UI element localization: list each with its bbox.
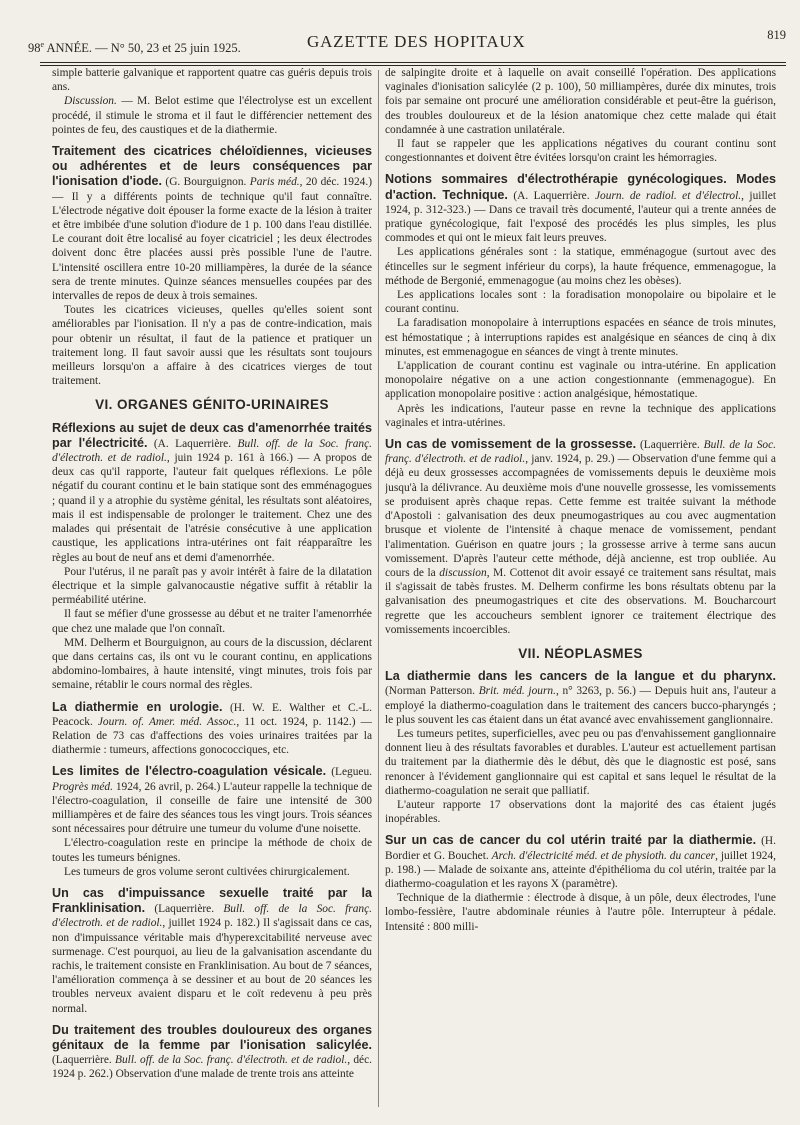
article-ref-date: , déc. 1924 p. 262.): [52, 1054, 372, 1081]
article-gynecologie: [385, 172, 776, 430]
article-ref: (A. Laquerrière.: [507, 189, 595, 202]
article-ref: (H. Bordier et G. Bouchet.: [385, 835, 776, 862]
issue-number: 98: [28, 41, 41, 56]
right-column: [385, 66, 776, 1111]
article-ref: (Laquerrière.: [52, 1054, 115, 1067]
article-cheloid: [52, 144, 372, 388]
paragraph: L'électro-coagulation reste en principe la méthode de choix de toutes les tumeurs bénignes.: [52, 837, 372, 864]
page-header: [22, 26, 786, 56]
article-urologie: [52, 700, 372, 758]
article-ref-journal: Progrès méd.: [52, 780, 113, 793]
article-title: Sur un cas de cancer du col utérin traité par la diathermie.: [385, 833, 757, 848]
article-ref: (A. Laquerrière.: [147, 437, 238, 450]
paragraph: Pour l'utérus, il ne paraît pas y avoir intérêt à faire de la dilatation électrique et la simple galvanocaustie négative suffit à rétablir la perméabilité utérine.: [52, 565, 372, 607]
article-title: La diathermie en urologie.: [52, 699, 223, 714]
article-vomissement: [385, 437, 776, 637]
article-body: — Relation de 73 cas d'affections des voies urinaires traitées par la diathermie : tumeurs, affections gonococciques, etc.: [52, 715, 372, 757]
paragraph: Technique de la diathermie : électrode à disque, à un pôle, deux électrodes, l'une lombo-fessière, l'autre abdominale réunies à l'autre pôle. Interrupteur à pédale. Intensité : 800 milli-: [385, 892, 776, 933]
article-body: — Dans ce travail très documenté, l'auteur qui a trente années de pratique gynécologique, fait l'exposé des procédés les plus simples, les plus commodes et qui ont le mieux fait leurs preuves.: [385, 203, 776, 245]
article-langue-pharynx: [385, 669, 776, 826]
article-ref: (Norman Patterson.: [385, 685, 479, 698]
section-heading-7: VII. NÉOPLASMES: [518, 645, 643, 661]
article-body: — Malade de soixante ans, atteinte d'épithélioma du col utérin, traitée par la diathermo-coagulation et les rayons X (paramètre).: [385, 863, 776, 890]
section-heading-6: VI. ORGANES GÉNITO-URINAIRES: [95, 397, 329, 413]
paragraph: Les applications générales sont : la statique, emménagogue (surtout avec des étincelles sur le segment inférieur du corps), la haute fréquence, emmenagogue, la méthode de Bergonié, emmenagogue (au moins chez les obèses).: [385, 246, 776, 287]
paragraph: MM. Delherm et Bourguignon, au cours de la discussion, déclarent que dans certains cas, ils ont vu le courant continu, en applications abdomino-lombaires, à haute intensité, vingt minutes, trois fois par semaine, rétablir le cours normal des règles.: [52, 636, 372, 692]
issue-sup: e: [40, 40, 45, 49]
paragraph: Les tumeurs de gros volume seront cultivées chirurgicalement.: [64, 865, 350, 878]
issue-line: [28, 40, 241, 56]
article-ref-date: , 20 déc. 1924.): [299, 176, 372, 189]
article-ref: (Laquerrière.: [636, 439, 704, 452]
discussion-word: discussion: [439, 566, 487, 579]
article-body-cont: , M. Cottenot dit avoir essayé ce traitement sans résultat, mais il s'agissait de tabès frustes. M. Delherm confirme les bons résultats obtenu par la galvanisation des pneumogastriques et cite des observations. M. Boucharcourt regrette que les accoucheurs semblent ignorer ce traitement électrique des vomissements incoercibles.: [385, 566, 776, 636]
paragraph: Toutes les cicatrices vicieuses, quelles qu'elles soient sont améliorables par l'ionisation. Il n'y a pas de contre-indication, mais pour obtenir un résultat, il faut de la patience et pratiquer un traitement long. Il faut savoir aussi que les résultats sont toujours meilleurs lorsqu'on a affaire à des cicatrices vierges de tout traitement.: [52, 304, 372, 388]
article-title: Les limites de l'électro-coagulation vésicale.: [52, 764, 327, 779]
paragraph: simple batterie galvanique et rapportent quatre cas guéris depuis trois ans.: [52, 67, 372, 94]
article-col-uterin: [385, 833, 776, 933]
article-body: — Depuis huit ans, l'auteur a employé la diathermo-coagulation dans le traitement des cancers bucco-pharyngés ; le plus souvent les cas étaient dans un état avancé avec envahissement ganglionnaire.: [385, 685, 776, 726]
article-ref: (Legueu.: [326, 766, 372, 779]
column-divider: [378, 70, 379, 1107]
article-ref-journal: Journ. of. Amer. méd. Assoc.: [97, 715, 237, 728]
article-ref-journal: Bull. off. de la Soc. franç. d'électroth. et de radiol.: [52, 903, 372, 930]
article-ref-journal: Paris méd.: [249, 176, 300, 189]
article-coagulation: [52, 764, 372, 879]
paragraph: Les applications locales sont : la foradisation monopolaire ou bipolaire et le courant continu.: [385, 289, 776, 316]
page-number: 819: [767, 28, 786, 42]
article-title: Un cas de vomissement de la grossesse.: [385, 437, 637, 452]
article-title: Traitement des cicatrices chéloïdiennes, vicieuses ou adhérentes et de leurs conséquences par l'ionisation d'iode.: [52, 144, 372, 189]
article-body: — Il y a différents points de technique qu'il faut connaître. L'électrode négative doit épouser la forme exacte de la lésion à traiter et être imbibée d'une solution d'iodure de 1 p. 100 dans l'eau distillée. Le courant doit être localisé au foyer cicatriciel ; les deux électrodes doivent donc être placées aussi près possible l'une de l'autre. L'intensité oscillera entre 10-20 milliampères, la durée de la séance sera de trente minutes. Quinze séances mensuelles coupées par des intervalles de repos de deux à trois semaines.: [52, 190, 372, 303]
article-ref-date: , juillet 1924 p. 182.): [162, 917, 260, 930]
article-impuissance: [52, 886, 372, 1016]
paragraph: Les tumeurs petites, superficielles, avec peu ou pas d'envahissement ganglionnaire donnent lieu à des résultats favorables et durables. L'auteur est actuellement partisan du traitement par la diathermie dès le début, dès que le diagnostic est posé, sans renoncer à l'évidement ganglionnaire qui est capital et sans lequel le résultat de la diathermo-coagulation ne serait que palliatif.: [385, 727, 776, 797]
article-ref-journal: Arch. d'électricité méd. et de physioth. du cancer: [491, 849, 716, 862]
article-body: — Observation d'une femme qui a déjà eu deux grossesses accompagnées de vomissements depuis le deuxième mois jusqu'à la délivrance. Au deuxième mois d'une nouvelle grossesse, les vomissements se produisent après chaque repas. Cette femme est traitée suivant la méthode d'Apostoli : galvanisation des deux pneumogastriques au cou avec augmentation brusque et violente de l'intensité à chaque menace de vomissement, pendant l'alimentation. Guérison en quatre jours ; la grossesse arrive à terme sans aucun vomissement. D'après l'auteur cette méthode, déjà ancienne, est trop oubliée. Au cours de la: [385, 453, 776, 579]
paragraph: L'application de courant continu est vaginale ou intra-utérine. En application monopolaire négative on a une action congestionnante (emmenagogue). En application monopolaire positive : action analgésique, hémostatique.: [385, 360, 776, 401]
article-ref-date: , juillet 1924, p. 312-323.): [385, 189, 776, 216]
paragraph: Il faut se méfier d'une grossesse au début et ne traiter l'amenorrhée que chez une malade que l'on connaît.: [52, 608, 372, 635]
article-ref-journal: Journ. de radiol. et d'électrol.: [595, 189, 742, 202]
article-body: Observation d'une malade de trente trois ans atteinte: [112, 1068, 354, 1081]
header-rule-top: [40, 62, 786, 63]
article-ref-date: , janv. 1924, p. 29.): [525, 453, 615, 466]
article-body: L'auteur rappelle la technique de l'électro-coagulation, il conseille de faire une intensité de 300 milliampères et de faire des séances tous les vingt jours. Trois séances sont nécessaires pour détruire une tumeur du volume d'une noisette.: [52, 780, 372, 836]
paragraph: La faradisation monopolaire à interruptions espacées en séance de trois minutes, est hémostatique ; à interruptions rapides est analgésique en séances de cinq à dix minutes, est emmenagogue en séances de vingt à trente minutes.: [385, 317, 776, 358]
article-ref-journal: Bull. off. de la Soc. franç. d'électroth. et de radiol.: [115, 1054, 348, 1067]
article-title: La diathermie dans les cancers de la langue et du pharynx.: [385, 669, 776, 684]
paragraph: Après les indications, l'auteur passe en revne la technique des applications vaginales et intra-utérines.: [385, 402, 776, 429]
journal-title: GAZETTE DES HOPITAUX: [307, 32, 526, 51]
article-title: Réflexions au sujet de deux cas d'amenorrhée traités par l'électricité.: [52, 420, 372, 450]
paragraph: de salpingite droite et à laquelle on avait conseillé l'opération. Des applications vaginales d'ionisation salicylée (2 p. 100), 50 milliampères, durée dix minutes, trois fois par semaine ont procuré une amélioration considérable et peut-être la guérison, des troubles douloureux et de la lésion anatomique chez cette malade qui était condamnée à une castration unilatérale.: [385, 67, 776, 136]
article-amenorrhee: [52, 421, 372, 693]
article-body: — A propos de deux cas qu'il rapporte, l'auteur fait quelques réflexions. Le pôle négatif du courant continu et le bain statique sont des emménagogues ; quand il y a atrophie du système génital, les résultats sont aléatoires, mais il est indispensable de prolonger le traitement. Chez une des malades qui présentait de l'atrésie consécutive à une application caustique, les applications intra-utérines ont fait réapparaître les règles au bout de neuf ans et demi d'amenorrhée.: [52, 452, 372, 564]
paragraph: [52, 94, 372, 137]
paragraph: Il faut se rappeler que les applications négatives du courant continu sont congestionnantes et doivent être évitées lorsqu'on craint les hémorragies.: [385, 138, 776, 165]
article-ref: (Laquerrière.: [145, 903, 224, 916]
article-ref-date: , 11 oct. 1924, p. 1142.): [236, 715, 356, 728]
article-ref-journal: Bull. off. de la Soc. franç. d'électroth. et de radiol.: [52, 437, 372, 465]
article-body: Il s'agissait dans ce cas, non d'impuissance véritable mais d'hyperexcitabilité nerveuse avec surmenage. C'est pourquoi, au lieu de la galvanisation ascendante du rachis, le traitement consiste en Franklinisation. Au bout de 7 séances, l'amélioration commença à se dessiner et au bout de 20 séances les troubles nerveux avaient disparu et le coït redevenu à peu près normal.: [52, 917, 372, 1015]
left-column: [52, 66, 372, 1111]
article-ref: (H. W. E. Walther et C.-L. Peacock.: [52, 701, 372, 728]
article-ref-date: 1924, 26 avril, p. 264.): [112, 780, 221, 793]
article-ref-date: , juin 1924 p. 161 à 166.): [166, 452, 293, 465]
article-ref-date: , n° 3263, p. 56.): [555, 685, 636, 698]
issue-date: ANNÉE. — N° 50, 23 et 25 juin 1925.: [44, 41, 241, 56]
article-ref-journal: Brit. méd. journ.: [478, 685, 556, 698]
article-ionisation-salicylee: [52, 1023, 372, 1082]
article-title: Du traitement des troubles douloureux des organes génitaux de la femme par l'ionisation salicylée.: [52, 1022, 372, 1052]
article-ref: (G. Bourguignon.: [162, 176, 250, 189]
paragraph-text: — M. Belot estime que l'électrolyse est un excellent procédé, il stimule le stroma et il faut le différencier nettement des pointes de feu, des caustiques et de la diathermie.: [52, 95, 372, 136]
article-ref-journal: Bull. de la Soc. franç. d'électroth. et de radiol.: [385, 439, 776, 466]
discussion-label: Discussion.: [64, 95, 117, 108]
article-ref-date: , juillet 1924, p. 198.): [385, 849, 776, 876]
paragraph: L'auteur rapporte 17 observations dont la majorité des cas étaient jugés inopérables.: [385, 798, 776, 826]
article-title: Notions sommaires d'électrothérapie gynécologiques. Modes d'action. Technique.: [385, 172, 776, 202]
article-title: Un cas d'impuissance sexuelle traité par la Franklinisation.: [52, 885, 372, 916]
